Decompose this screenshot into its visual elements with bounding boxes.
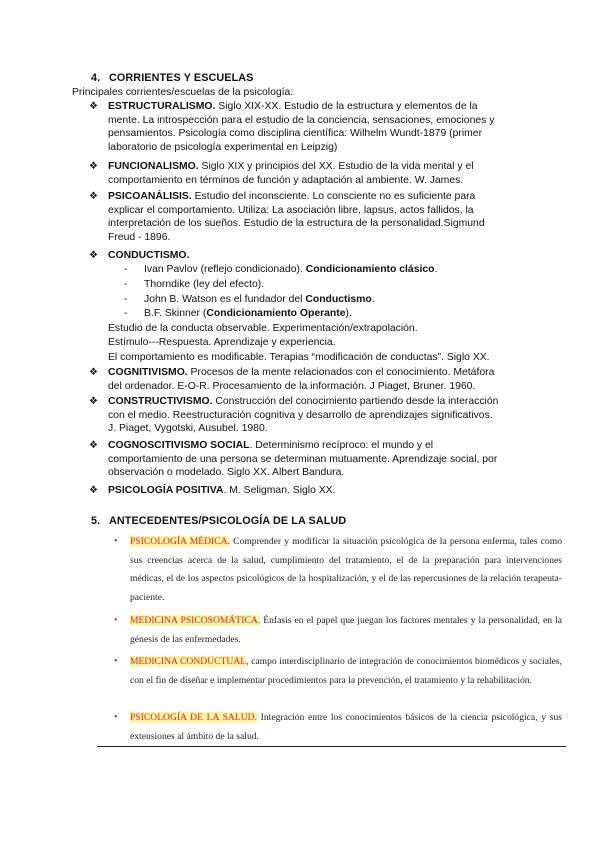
list-item-funcionalismo: ❖ FUNCIONALISMO. Siglo XIX y principios del XX. Estudio de la vida mental y el comportamiento en términos de función y adaptación al ambiente. W. James. [89,161,474,186]
diamond-bullet-icon: ❖ [89,440,98,451]
item-title: PSICOANÁLISIS. [108,191,192,202]
conductismo-note: Estímulo---Respuesta. Aprendizaje y experiencia. [108,337,336,348]
red-bullet-icon: • [114,536,118,547]
list-item-estructuralismo: ❖ ESTRUCTURALISMO. Siglo XIX-XX. Estudio de la estructura y elementos de la mente. La introspección para el estudio de la conciencia, sensaciones, emociones y pensamientos. Psicología como disciplina científica: Wilhelm Wundt-1879 (primer laboratorio de psicología experimental en Leipzig) [89,101,495,153]
item-title: COGNOSCITIVISMO SOCIAL [108,440,250,451]
item-title: FUNCIONALISMO. [108,161,199,172]
list-item-psicologia-positiva: ❖ PSICOLOGÍA POSITIVA. M. Seligman. Siglo XX. [89,485,336,496]
highlighted-term: PSICOLOGÍA DE LA SALUD. [130,712,257,723]
sub-item-pavlov: - Ivan Pavlov (reflejo condicionado). Condicionamiento clásico. [124,264,438,275]
section-5-title: ANTECEDENTES/PSICOLOGÍA DE LA SALUD [109,515,347,527]
list-item-medicina-psicosomatica: • MEDICINA PSICOSOMÁTICA. Énfasis en el papel que juegan los factores mentales y la personalidad, en la génesis de las enfermedades. [114,612,562,649]
diamond-bullet-icon: ❖ [89,101,98,112]
diamond-bullet-icon: ❖ [89,161,98,172]
list-item-cognitivismo: ❖ COGNITIVISMO. Procesos de la mente relacionados con el conocimiento. Metáfora del ordenador. E-O-R. Procesamiento de la información. J Piaget, Bruner. 1960. [89,367,495,392]
list-item-psicologia-de-la-salud: • PSICOLOGÍA DE LA SALUD. Integración entre los conocimientos básicos de la ciencia psicológica, y sus extensiones al ámbito de la salud. [114,709,562,746]
diamond-bullet-icon: ❖ [89,485,98,496]
section-4-number: 4. [91,72,101,84]
item-title: PSICOLOGÍA POSITIVA [108,485,224,496]
red-bullet-icon: • [114,615,118,626]
item-title: COGNITIVISMO. [108,367,188,378]
section-4-title: CORRIENTES Y ESCUELAS [109,72,254,84]
sub-item-skinner: - B.F. Skinner (Condicionamiento Operante). [124,308,352,319]
item-title: ESTRUCTURALISMO. [108,101,216,112]
list-item-conductismo [91,249,511,263]
bottom-divider [97,746,566,747]
section-5-number: 5. [91,515,101,527]
highlighted-term: MEDICINA CONDUCTUAL [130,656,247,667]
section-4-intro: Principales corrientes/escuelas de la psicología: [72,87,294,98]
diamond-bullet-icon: ❖ [89,191,98,202]
list-item-constructivismo: ❖ CONSTRUCTIVISMO. Construcción del conocimiento partiendo desde la interacción con el medio. Reestructuración cognitiva y desarrollo de aprendizajes significativos. J. Piaget, Vygotski, Ausubel. 1980. [89,396,499,435]
sub-item-thorndike: - Thorndike (ley del efecto). [124,279,265,290]
diamond-bullet-icon: ❖ [89,396,98,407]
list-item-medicina-conductual: • MEDICINA CONDUCTUAL, campo interdisciplinario de integración de conocimientos biomédicos y sociales, con el fin de diseñar e implementar procedimientos para la prevención, el tratamiento y la rehabilitación. [114,653,562,690]
diamond-bullet-icon: ❖ [89,250,98,261]
section-5-heading [91,515,346,529]
red-bullet-icon: • [114,656,118,667]
section-4-heading [91,72,254,86]
item-title: CONDUCTISMO. [108,250,190,261]
red-bullet-icon: • [114,712,118,723]
diamond-bullet-icon: ❖ [89,367,98,378]
list-item-psicoanalisis: ❖ PSICOANÁLISIS. Estudio del inconsciente. Lo consciente no es suficiente para explicar el comportamiento. Utiliza: La asociación libre, lapsus, actos fallidos, la interpretación de los sueños. Estudio de la estructura de la personalidad.Sigmund Freud - 1896. [89,191,485,243]
sub-item-watson: - John B. Watson es el fundador del Conductismo. [124,294,375,305]
highlighted-term: PSICOLOGÍA MÉDICA. [130,536,230,547]
list-item-psicologia-medica: • PSICOLOGÍA MÉDICA. Comprender y modificar la situación psicológica de la persona enferma, tales como sus creencias acerca de la salud, cumplimiento del tratamiento, el de la preparación para intervenciones médicas, el de los aspectos psicológicos de la hospitalización, y el de las repercusiones de la relación terapeuta-paciente. [114,533,562,607]
item-title: CONSTRUCTIVISMO. [108,396,213,407]
conductismo-note: El comportamiento es modificable. Terapias “modificación de conductas”. Siglo XX. [108,352,490,363]
list-item-cognoscitivismo-social: ❖ COGNOSCITIVISMO SOCIAL. Determinismo recíproco: el mundo y el comportamiento de una persona se determinan mutuamente. Aprendizaje social, por observación o modelado. Siglo XX. Albert Bandura. [89,440,498,479]
conductismo-note: Estudio de la conducta observable. Experimentación/extrapolación. [108,323,418,334]
highlighted-term: MEDICINA PSICOSOMÁTICA. [130,615,261,626]
